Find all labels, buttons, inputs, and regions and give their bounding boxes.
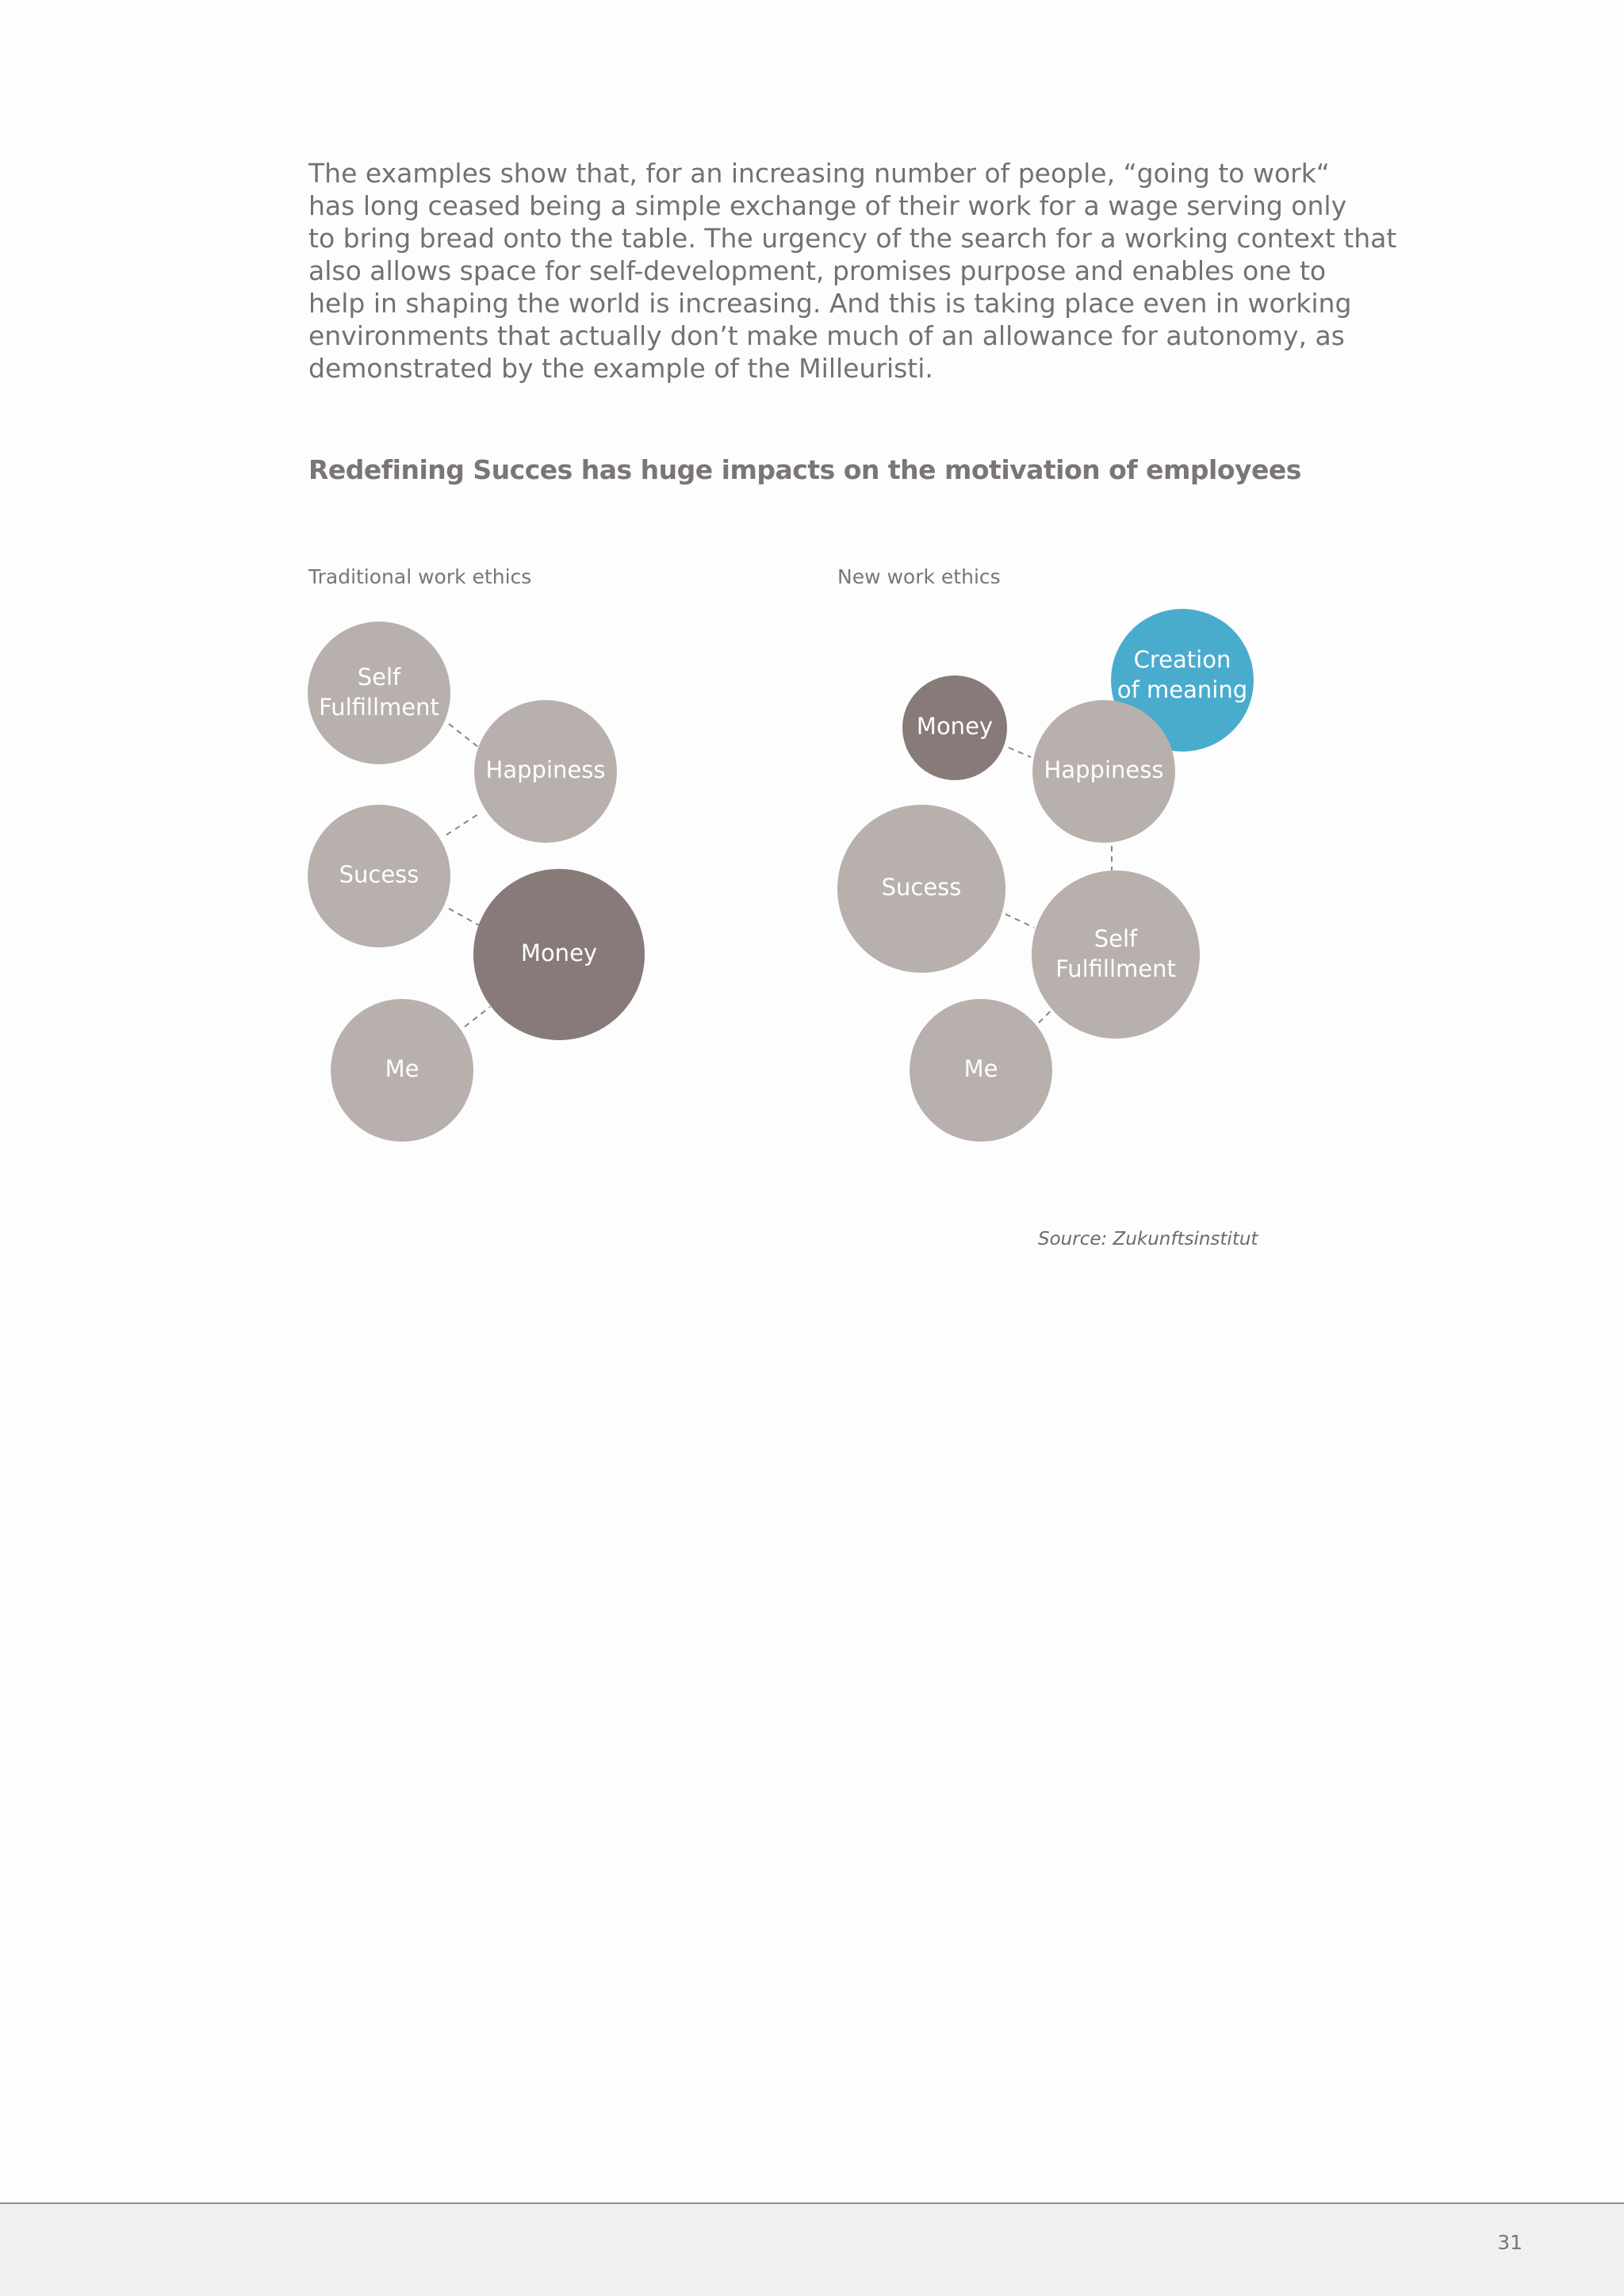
bubble-sucess	[837, 805, 1005, 973]
bubble-label: Money	[916, 713, 994, 740]
connector-line	[449, 909, 479, 925]
bubble-money	[902, 675, 1007, 780]
traditional-diagram	[308, 622, 645, 1142]
body-line: demonstrated by the example of the Milleuristi.	[308, 353, 933, 384]
bubble-label: Self	[1094, 925, 1138, 952]
body-line: also allows space for self-development, promises purpose and enables one to	[308, 255, 1327, 286]
bubble-happiness	[1032, 700, 1175, 843]
bubble-label: of meaning	[1116, 676, 1248, 703]
traditional-diagram-label: Traditional work ethics	[308, 565, 532, 588]
bubble-self-fulfillment	[1032, 871, 1200, 1039]
bubble-me	[910, 999, 1052, 1142]
connector-line	[1039, 1010, 1051, 1023]
bubble-label: Happiness	[485, 756, 606, 783]
bubble-label: Self	[357, 664, 401, 691]
connector-line	[449, 724, 479, 748]
body-line: help in shaping the world is increasing. And this is taking place even in working	[308, 288, 1352, 319]
bubble-label: Sucess	[339, 861, 419, 888]
section-headline: Redefining Succes has huge impacts on the motivation of employees	[308, 454, 1301, 485]
new-diagram-label: New work ethics	[837, 565, 1001, 588]
bubble-money	[473, 869, 645, 1040]
bubble-label: Me	[385, 1055, 419, 1082]
page-footer	[0, 2202, 1624, 2296]
connector-line	[446, 813, 481, 835]
body-line: has long ceased being a simple exchange of their work for a wage serving only	[308, 190, 1347, 221]
connector-line	[465, 1007, 490, 1027]
bubble-label: Happiness	[1044, 756, 1164, 783]
bubble-self-fulfillment	[308, 622, 450, 764]
bubble-label: Fulfillment	[1055, 955, 1176, 982]
bubble-label: Money	[520, 939, 598, 966]
bubble-circle	[308, 622, 450, 764]
new-diagram	[837, 609, 1254, 1142]
page-number: 31	[1497, 2231, 1522, 2254]
body-line: environments that actually don’t make much of an allowance for autonomy, as	[308, 320, 1345, 351]
body-line: The examples show that, for an increasing number of people, “going to work“	[308, 158, 1330, 189]
bubble-label: Sucess	[881, 874, 962, 901]
bubble-circle	[1032, 871, 1200, 1039]
source-credit: Source: Zukunftsinstitut	[1038, 1229, 1258, 1249]
bubble-label: Fulfillment	[319, 694, 439, 721]
body-line: to bring bread onto the table. The urgency of the search for a working context that	[308, 223, 1397, 254]
bubble-label: Creation	[1133, 646, 1231, 673]
bubble-me	[331, 999, 473, 1142]
bubble-happiness	[474, 700, 617, 843]
connector-line	[1009, 748, 1031, 757]
connector-line	[1005, 914, 1034, 928]
bubble-sucess	[308, 805, 450, 947]
bubble-label: Me	[963, 1055, 998, 1082]
